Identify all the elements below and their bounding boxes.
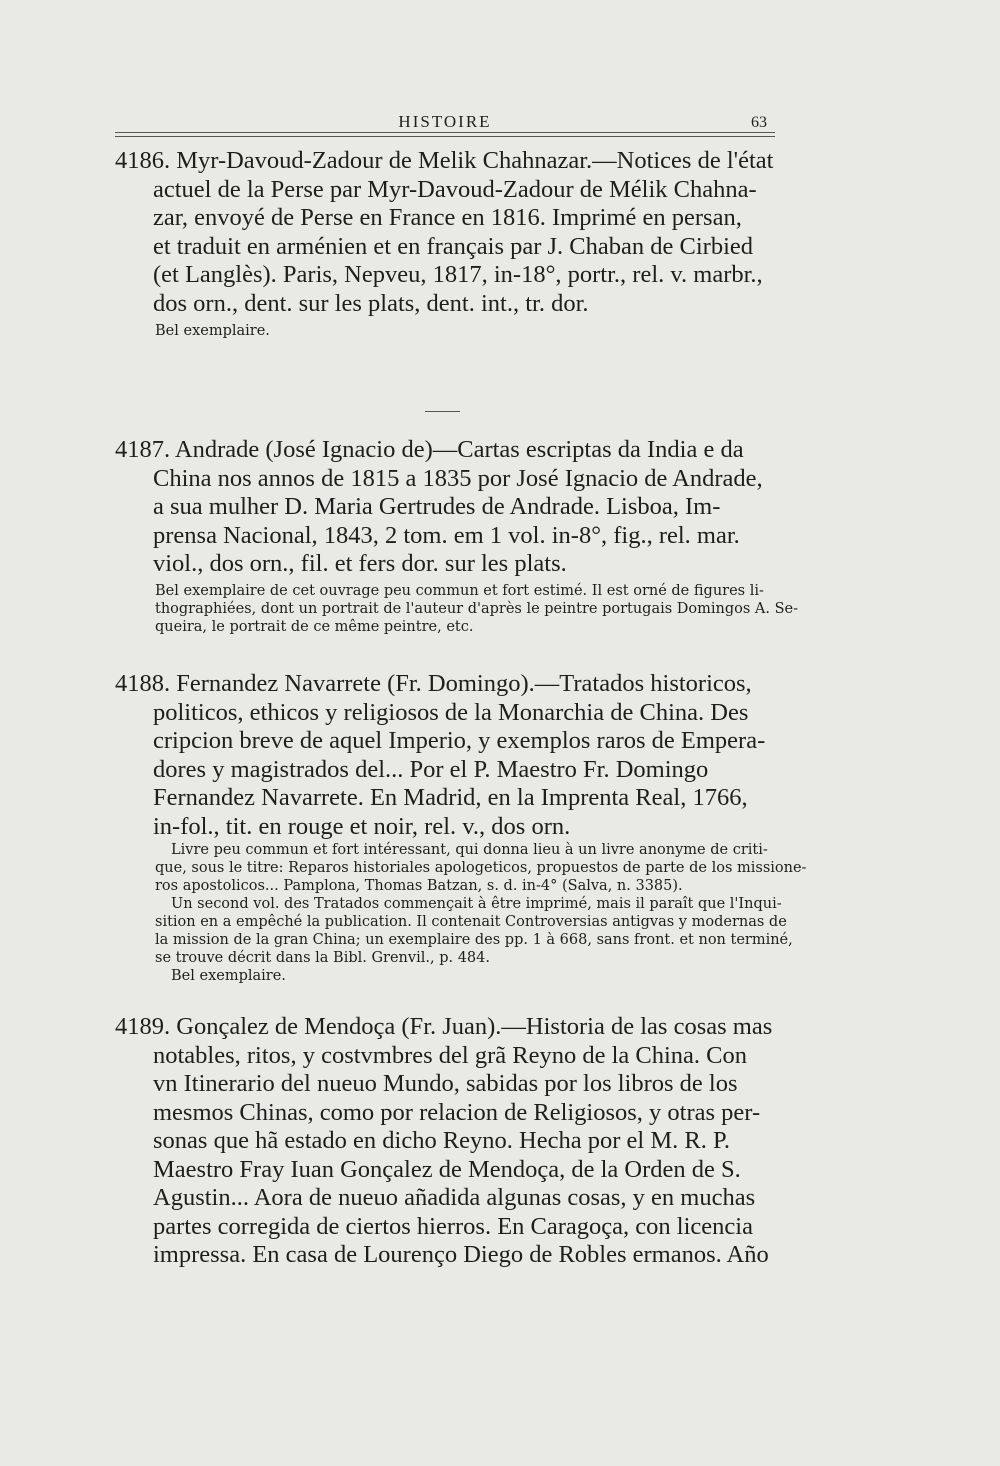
entry-line: cripcion breve de aquel Imperio, y exemplos raros de Empera-	[153, 727, 766, 754]
entry-line: in-fol., tit. en rouge et noir, rel. v., dos orn.	[153, 812, 571, 840]
note-line: Bel exemplaire de cet ouvrage peu commun et fort estimé. Il est orné de figures li-	[155, 583, 764, 599]
note-line: Livre peu commun et fort intéressant, qui donna lieu à un livre anonyme de criti-	[171, 842, 768, 858]
section-separator	[425, 411, 460, 412]
entry-line: partes corregida de ciertos hierros. En Caragoça, con licencia	[153, 1212, 753, 1240]
entry-4188	[115, 670, 783, 841]
entry-line: prensa Nacional, 1843, 2 tom. em 1 vol. in-8°, fig., rel. mar.	[153, 521, 740, 549]
entry-line: viol., dos orn., fil. et fers dor. sur les plats.	[153, 550, 567, 577]
page-number: 63	[751, 114, 767, 131]
note-line: sition en a empêché la publication. Il contenait Controversias antigvas y modernas de	[155, 914, 787, 930]
entry-4186	[115, 147, 783, 318]
entry-line: actuel de la Perse par Myr-Davoud-Zadour de Mélik Chahna-	[153, 175, 757, 203]
entry-line: Agustin... Aora de nueuo añadida algunas cosas, y en muchas	[153, 1184, 756, 1211]
note-line: thographiées, dont un portrait de l'auteur d'après le peintre portugais Domingos A. Se-	[155, 601, 799, 617]
header-rule	[115, 132, 775, 137]
entry-line: China nos annos de 1815 a 1835 por José Ignacio de Andrade,	[153, 464, 763, 492]
entry-line: mesmos Chinas, como por relacion de Religiosos, y otras per-	[153, 1098, 761, 1126]
entry-line: sonas que hã estado en dicho Reyno. Hecha por el M. R. P.	[153, 1127, 730, 1154]
entry-line: dores y magistrados del... Por el P. Maestro Fr. Domingo	[153, 755, 709, 783]
entry-line: et traduit en arménien et en français par J. Chaban de Cirbied	[153, 232, 754, 260]
entry-4187	[115, 436, 783, 579]
entry-line: 4188. Fernandez Navarrete (Fr. Domingo).—Tratados historicos,	[115, 670, 752, 697]
entry-line: zar, envoyé de Perse en France en 1816. Imprimé en persan,	[153, 204, 742, 231]
note-4187	[155, 582, 799, 636]
note-line: Bel exemplaire.	[171, 968, 286, 984]
entry-line: Maestro Fray Iuan Gonçalez de Mendoça, de la Orden de S.	[153, 1155, 741, 1183]
note-4188	[155, 841, 807, 985]
entry-line: Fernandez Navarrete. En Madrid, en la Imprenta Real, 1766,	[153, 784, 748, 811]
entry-line: dos orn., dent. sur les plats, dent. int., tr. dor.	[153, 289, 589, 317]
note-line: la mission de la gran China; un exemplaire des pp. 1 à 668, sans front. et non terminé,	[155, 932, 793, 948]
note-4186	[155, 322, 780, 340]
entry-line: impressa. En casa de Lourenço Diego de Robles ermanos. Año	[153, 1241, 769, 1268]
entry-4189	[115, 1013, 783, 1270]
note-line: queira, le portrait de ce même peintre, etc.	[155, 619, 474, 635]
entry-line: politicos, ethicos y religiosos de la Monarchia de China. Des	[153, 698, 749, 726]
entry-line: a sua mulher D. Maria Gertrudes de Andrade. Lisboa, Im-	[153, 493, 721, 520]
note-line: se trouve décrit dans la Bibl. Grenvil., p. 484.	[155, 950, 490, 966]
entry-line: 4187. Andrade (José Ignacio de)—Cartas escriptas da India e da	[115, 436, 744, 463]
entry-line: 4189. Gonçalez de Mendoça (Fr. Juan).—Historia de las cosas mas	[115, 1013, 773, 1040]
entry-line: 4186. Myr-Davoud-Zadour de Melik Chahnazar.—Notices de l'état	[115, 147, 774, 174]
entry-line: vn Itinerario del nueuo Mundo, sabidas por los libros de los	[153, 1070, 738, 1097]
note-line: Bel exemplaire.	[155, 323, 270, 339]
entry-line: (et Langlès). Paris, Nepveu, 1817, in-18°, portr., rel. v. marbr.,	[153, 261, 763, 288]
note-line: que, sous le titre: Reparos historiales apologeticos, propuestos de parte de los missione-	[155, 860, 807, 876]
note-line: ros apostolicos... Pamplona, Thomas Batzan, s. d. in-4° (Salva, n. 3385).	[155, 878, 683, 894]
entry-line: notables, ritos, y costvmbres del grã Reyno de la China. Con	[153, 1041, 748, 1069]
note-line: Un second vol. des Tratados commençait à être imprimé, mais il paraît que l'Inqui-	[171, 896, 782, 912]
page-title: HISTOIRE	[398, 112, 492, 131]
